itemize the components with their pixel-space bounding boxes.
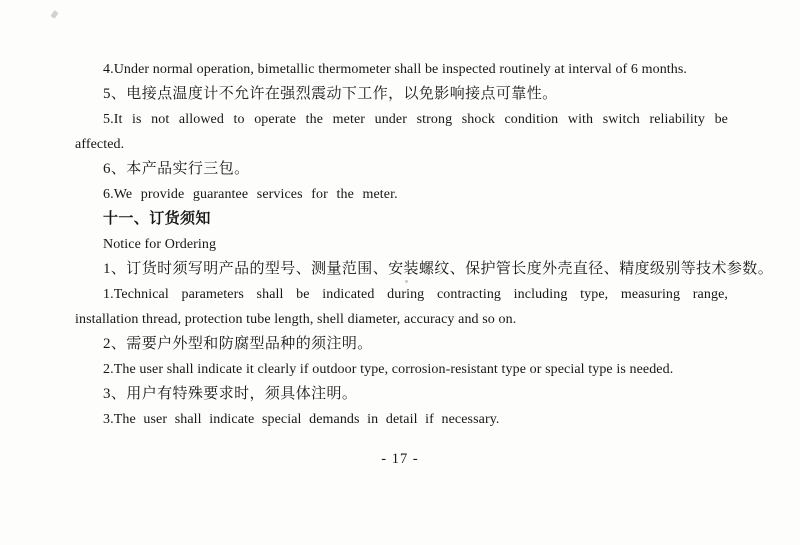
text-line-special-zh: 3、用户有特殊要求时，须具体注明。 (103, 386, 358, 402)
text-line-outdoor-zh: 2、需要户外型和防腐型品种的须注明。 (103, 336, 373, 352)
section-heading-ordering-en: Notice for Ordering (103, 237, 217, 252)
page-number: - 17 - (381, 451, 419, 467)
text-line-shock-en: 5.It is not allowed to operate the meter under strong shock condition with switch reliability be (103, 112, 728, 127)
text-line-outdoor-en: 2.The user shall indicate it clearly if outdoor type, corrosion-resistant type or special type is needed. (103, 362, 674, 377)
text-line-shock-en-cont: affected. (75, 137, 125, 152)
text-line-order-params-cont: installation thread, protection tube length, shell diameter, accuracy and so on. (75, 312, 517, 327)
text-line-order-params-zh: 1、订货时须写明产品的型号、测量范围、安装螺纹、保护管长度外壳直径、精度级别等技术参数。 (103, 261, 774, 277)
text-block (75, 57, 774, 432)
text-line-special-en: 3.The user shall indicate special demands in detail if necessary. (103, 412, 500, 427)
text-line-order-params-en: 1.Technical parameters shall be indicated during contracting including type, measuring range, (103, 287, 728, 302)
section-heading-ordering-zh: 十一、订货须知 (103, 211, 211, 227)
text-line-guarantee-zh: 6、本产品实行三包。 (103, 161, 250, 177)
text-line-guarantee-en: 6.We provide guarantee services for the meter. (103, 187, 398, 202)
text-line-inspection-en: 4.Under normal operation, bimetallic thermometer shall be inspected routinely at interval of 6 months. (103, 62, 688, 77)
text-line-shock-zh: 5、电接点温度计不允许在强烈震动下工作，以免影响接点可靠性。 (103, 86, 558, 102)
scan-artifact-mark (50, 10, 58, 19)
